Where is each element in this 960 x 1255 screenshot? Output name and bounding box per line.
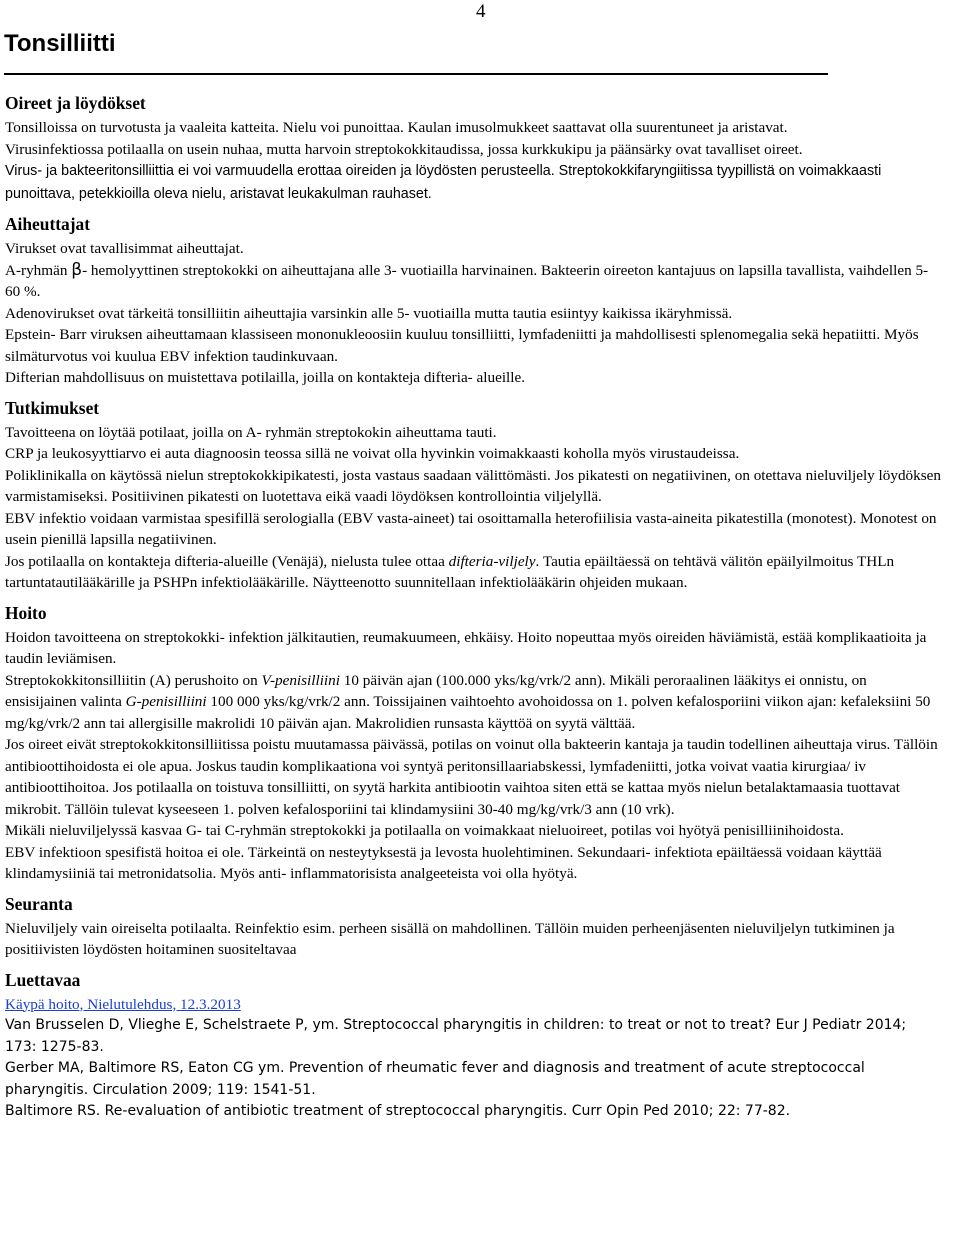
paragraph: CRP ja leukosyyttiarvo ei auta diagnoosin teossa sillä ne voivat olla hyvinkin voimakkaasti koholla myös virustaudeissa. [5,445,740,462]
section-heading: Aiheuttajat [5,214,91,234]
paragraph: EBV infektio voidaan varmistaa spesifillä serologialla (EBV vasta-aineet) tai osoittamalla heterofiilisia vasta-aineita pikatestilla (monotest). Monotest on usein pienillä lapsilla negatiivinen. [5,509,937,548]
text-run: Jos potilaalla on kontakteja difteria-alueille (Venäjä), nielusta tulee ottaa [5,552,449,570]
text-run: 10 päivän ajan (100.000 yks/kg/vrk/2 ann). Mikäli peroraalinen lääkitys ei onnistu, on ensisijainen valinta [5,671,867,710]
section-heading: Hoito [5,602,47,623]
text-run: . Tautia epäiltäessä on tehtävä välitön epäilyilmoitus THLn tartuntatautilääkärille ja PSHPn infektiolääkärille. Näytteenotto suunnitellaan infektiolääkärin ohjeiden mukaan. [5,552,895,591]
title-divider [4,73,828,75]
reference-item: Baltimore RS. Re-evaluation of antibiotic treatment of streptococcal pharyngitis. Curr Opin Ped 2010; 22: 77-82. [5,1103,791,1119]
section-heading: Tutkimukset [5,397,100,418]
paragraph: Adenovirukset ovat tärkeitä tonsilliitin aiheuttajia varsinkin alle 5- vuotiailla mutta tautia esiintyy kaikissa ikäryhmissä. [5,304,733,322]
section-heading: Seuranta [5,893,73,914]
section-oireet [5,92,941,205]
paragraph [5,160,941,205]
paragraph: Hoidon tavoitteena on streptokokki- infektion jälkitautien, reumakuumeen, ehkäisy. Hoito nopeuttaa myös oireiden häviämistä, estää komplikaatioita ja taudin leviämisen. [5,628,927,667]
reference-item: Van Brusselen D, Vlieghe E, Schelstraete P, ym. Streptococcal pharyngitis in children: to treat or not to treat? Eur J Pediatr 2014; 173: 1275-83. [5,1017,907,1055]
text-run: Streptokokkitonsilliitin (A) perushoito on [5,671,262,689]
paragraph: Virukset ovat tavallisimmat aiheuttajat. [5,240,244,257]
paragraph: Difterian mahdollisuus on muistettava potilailla, joilla on kontakteja difteria- alueille. [5,369,526,386]
section-hoito [5,602,941,885]
section-heading: Oireet ja löydökset [5,93,146,113]
text-run: - hemolyyttinen streptokokki on aiheuttajana alle 3- vuotiailla harvinainen. Bakteerin oireeton kantajuus on lapsilla tavallista, vaihdellen 5-60 %. [5,261,929,300]
italic-term: G-penisilliini [125,693,207,710]
page-number: 4 [476,1,486,22]
paragraph: Nieluviljely vain oireiselta potilaalta. Reinfektio esim. perheen sisällä on mahdollinen. Tällöin muiden perheenjäsenten nieluviljelyn tutkiminen ja positiivisten löydösten hoitaminen suositeltavaa [5,919,895,958]
beta-symbol: β [71,259,83,280]
text-run: Virus- ja bakteeritonsilliittia ei voi varmuudella erottaa oireiden ja löydösten perusteella. [5,163,555,179]
page-title: Tonsilliitti [4,30,116,57]
document-body [5,92,941,1123]
text-run: A-ryhmän [5,261,72,279]
paragraph: Poliklinikalla on käytössä nielun streptokokkipikatesti, josta vastaus saadaan välittömästi. Jos pikatesti on negatiivinen, on otettava nieluviljely löydöksen varmistamiseksi. Positiivinen pikatesti on luotettava eikä vaadi löydöksen kontrollointia viljelyllä. [5,466,941,505]
kaypa-hoito-link[interactable]: Käypä hoito, Nielutulehdus, 12.3.2013 [5,995,241,1013]
section-heading: Luettavaa [5,969,81,990]
section-luettavaa [5,969,941,1123]
section-seuranta [5,893,941,961]
paragraph [5,670,941,735]
paragraph: Virusinfektiossa potilaalla on usein nuhaa, mutta harvoin streptokokkitaudissa, jossa kurkkukipu ja päänsärky ovat tavalliset oireet. [5,140,803,158]
paragraph: Epstein- Barr viruksen aiheuttamaan klassiseen mononukleoosiin kuuluu tonsilliitti, lymfadeniitti ja mahdollisesti splenomegalia sekä hepatiitti. Myös silmäturvotus voi kuulua EBV infektion taudinkuvaan. [5,326,919,365]
italic-term: difteria-viljely [448,552,536,570]
text-run: 100 000 yks/kg/vrk/2 ann. Toissijainen vaihtoehto avohoidossa on 1. polven kefalosporiini viikon ajan: kefaleksiini 50 mg/kg/vrk/2 ann tai allergisille makrolidi 10 päivän ajan. Makrolidien runsasta käyttöä on syytä välttää. [5,693,931,732]
section-aiheuttajat [5,213,941,389]
text-run: Streptokokkifaryngiitissa tyypillistä on voimakkaasti punoittava, petekkioilla oleva nielu, aristavat leukakulman rauhaset. [5,163,882,202]
paragraph [5,994,941,1016]
paragraph: EBV infektioon spesifistä hoitoa ei ole. Tärkeintä on nesteytyksestä ja levosta huolehtiminen. Sekundaari- infektiota epäiltäessä voidaan käyttää klindamysiiniä tai metronidatsolia. Myös anti- inflammatorisista analgeeteista voi olla hyötyä. [5,843,882,882]
paragraph: Tonsilloissa on turvotusta ja vaaleita katteita. Nielu voi punoittaa. Kaulan imusolmukkeet saattavat olla suurentuneet ja aristavat. [5,119,788,136]
italic-term: V-penisilliini [261,671,340,689]
paragraph: Jos oireet eivät streptokokkitonsilliitissa poistu muutamassa päivässä, potilas on voinut olla bakteerin kantaja ja taudin todellinen aiheuttaja virus. Tällöin antibioottihoidosta ei ole apua. Joskus taudin komplikaationa voi syntyä peritonsillaariabskessi, lymfadeniitti, jotka voivat vaatia kirurgiaa/ iv antibioottihoitoa. Jos potilaalla on toistuva tonsilliitti, on syytä harkita antibiootin vaihtoa siten että se kattaa myös nielun betalaktamaasia tuottavat mikrobit. Tällöin tulevat kyseeseen 1. polven kefalosporiini tai klindamysiini 30-40 mg/kg/vrk/3 ann (10 vrk). [5,736,938,818]
paragraph [5,260,941,303]
paragraph: Mikäli nieluviljelyssä kasvaa G- tai C-ryhmän streptokokki ja potilaalla on voimakkaat nieluoireet, potilas voi hyötyä penisilliinihoidosta. [5,822,844,839]
paragraph [5,551,941,594]
reference-item: Gerber MA, Baltimore RS, Eaton CG ym. Prevention of rheumatic fever and diagnosis and treatment of acute streptococcal pharyngitis. Circulation 2009; 119: 1541-51. [5,1060,865,1098]
section-tutkimukset [5,397,941,594]
paragraph: Tavoitteena on löytää potilaat, joilla on A- ryhmän streptokokin aiheuttama tauti. [5,423,497,441]
